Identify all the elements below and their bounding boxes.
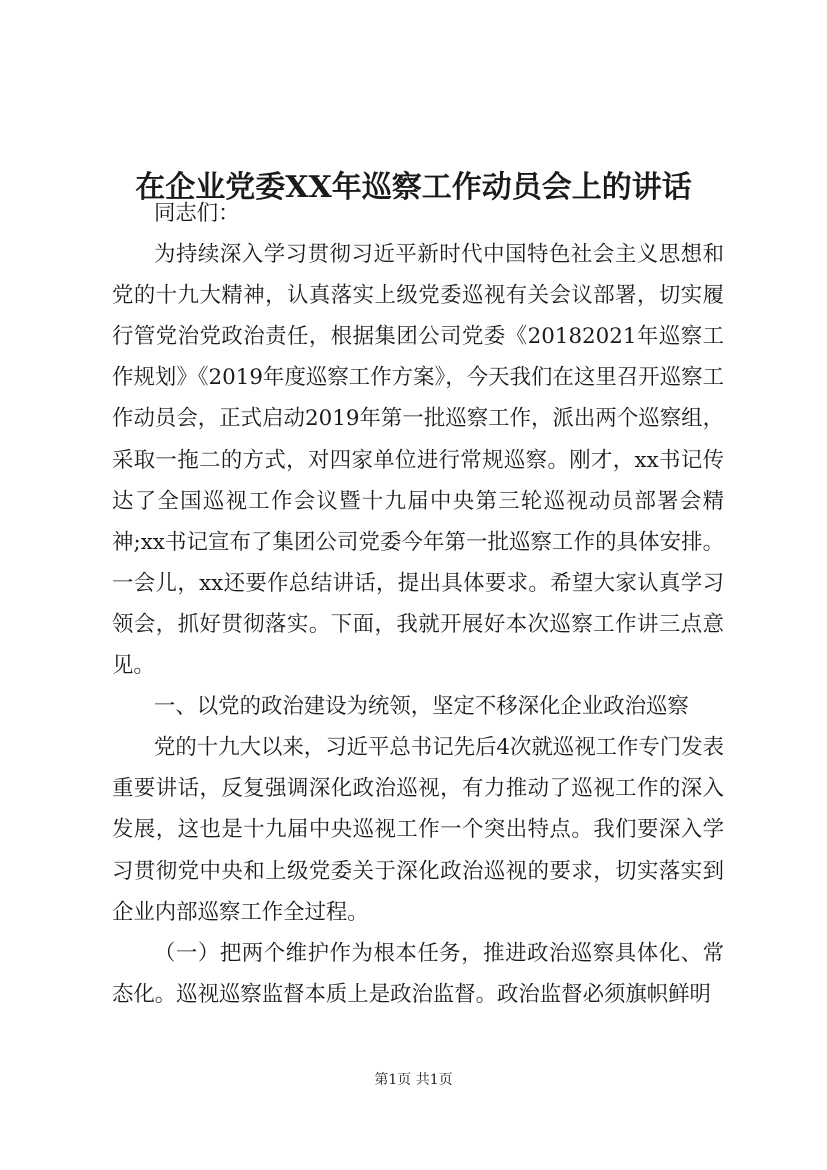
document-title: 在企业党委XX年巡察工作动员会上的讲话 [135, 170, 692, 206]
subsection-1-paragraph: （一）把两个维护作为根本任务，推进政治巡察具体化、常态化。巡视巡察监督本质上是政治监督。政治监督必须旗帜鲜明 [112, 940, 724, 1007]
paragraph-section-1: 党的十九大以来，习近平总书记先后4次就巡视工作专门发表重要讲话，反复强调深化政治巡视，有力推动了巡视工作的深入发展，这也是十九届中央巡视工作一个突出特点。我们要深入学习贯彻党中央和上级党委关于深化政治巡视的要求，切实落实到企业内部巡察工作全过程。 [112, 735, 724, 925]
document-body [112, 193, 724, 1015]
page-footer: 第1页 共1页 [374, 1072, 453, 1088]
paragraph-intro: 为持续深入学习贯彻习近平新时代中国特色社会主义思想和党的十九大精神，认真落实上级党委巡视有关会议部署，切实履行管党治党政治责任，根据集团公司党委《20182021年巡察工作规划》《2019年度巡察工作方案》，今天我们在这里召开巡察工作动员会，正式启动2019年第一批巡察工作，派出两个巡察组，采取一拖二的方式，对四家单位进行常规巡察。刚才，xx书记传达了全国巡视工作会议暨十九届中央第三轮巡视动员部署会精神;xx书记宣布了集团公司党委今年第一批巡察工作的具体安排。一会儿，xx还要作总结讲话，提出具体要求。希望大家认真学习领会，抓好贯彻落实。下面，我就开展好本次巡察工作讲三点意见。 [112, 242, 724, 679]
greeting: 同志们： [154, 201, 240, 226]
section-heading-1: 一、以党的政治建设为统领，坚定不移深化企业政治巡察 [154, 694, 689, 720]
